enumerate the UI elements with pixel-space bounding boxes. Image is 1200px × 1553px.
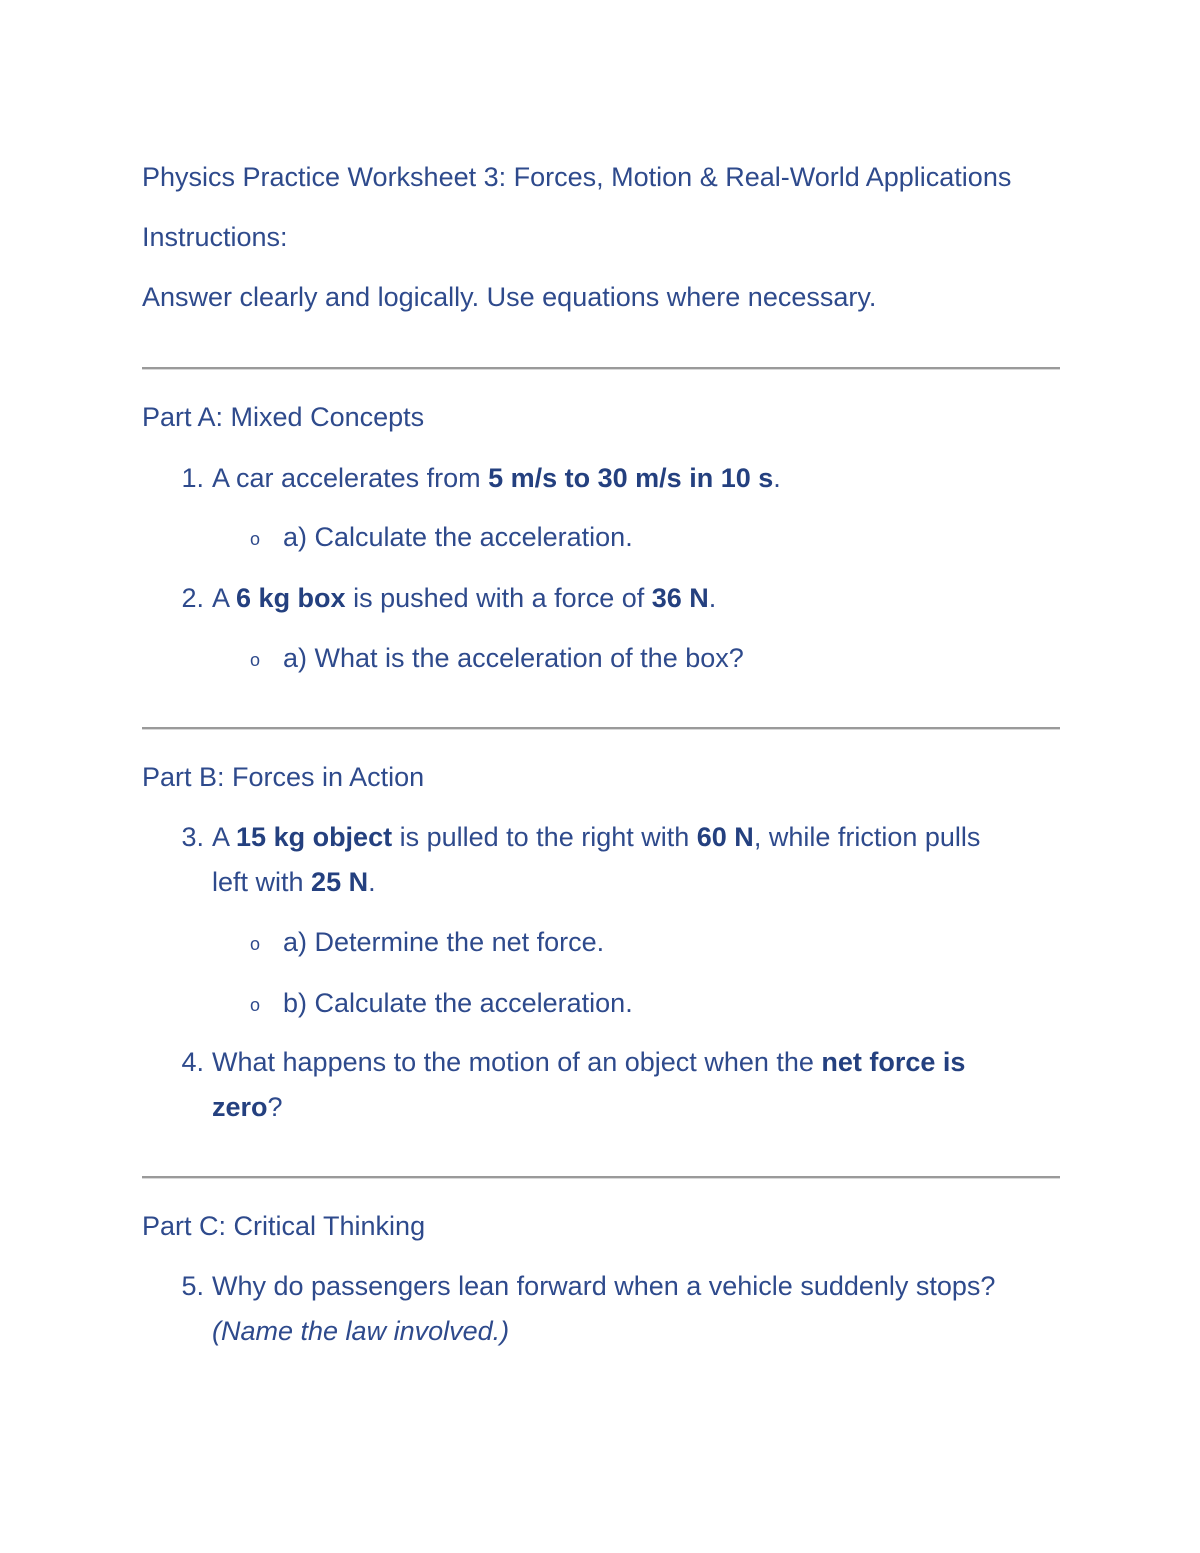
instructions-heading: Instructions:	[142, 222, 288, 252]
text-run: A	[212, 583, 237, 613]
text-run: A	[212, 822, 237, 852]
question-number: 4.	[181, 1047, 204, 1077]
section-divider	[142, 727, 1060, 729]
question-text	[212, 461, 781, 495]
subquestion-text: b) Calculate the acceleration.	[283, 988, 633, 1018]
text-run: , while friction pulls	[753, 822, 981, 852]
question-note: (Name the law involved.)	[212, 1316, 510, 1346]
bold-value: 15 kg object	[236, 822, 393, 852]
bold-value: 60 N	[696, 822, 754, 852]
question-number: 1.	[181, 463, 204, 493]
text-run: left with	[212, 867, 312, 897]
page-title: Physics Practice Worksheet 3: Forces, Motion & Real-World Applications	[142, 162, 1012, 192]
bold-value: 6 kg box	[236, 583, 346, 613]
question-number: 2.	[181, 583, 204, 613]
part-b-heading: Part B: Forces in Action	[142, 762, 425, 792]
question-text-continued	[212, 1090, 283, 1124]
text-run: .	[368, 867, 376, 897]
question-text	[212, 581, 716, 615]
question-text: Why do passengers lean forward when a vehicle suddenly stops?	[212, 1271, 996, 1301]
text-run: is pulled to the right with	[392, 822, 697, 852]
bullet-icon: o	[250, 529, 261, 549]
question-number: 3.	[181, 822, 204, 852]
text-run: is pushed with a force of	[345, 583, 652, 613]
bullet-icon: o	[250, 995, 261, 1015]
bold-value: 5 m/s to 30 m/s in 10 s	[488, 463, 774, 493]
part-c-heading: Part C: Critical Thinking	[142, 1211, 426, 1241]
subquestion-text: a) Determine the net force.	[283, 927, 605, 957]
text-run: What happens to the motion of an object when the	[212, 1047, 822, 1077]
bold-value: zero	[212, 1092, 268, 1122]
section-divider	[142, 1176, 1060, 1178]
text-run: ?	[267, 1092, 283, 1122]
bullet-icon: o	[250, 934, 261, 954]
subquestion-text: a) What is the acceleration of the box?	[283, 643, 744, 673]
question-text	[212, 820, 980, 854]
bullet-icon: o	[250, 650, 261, 670]
question-text-continued	[212, 865, 376, 899]
subquestion-text: a) Calculate the acceleration.	[283, 522, 633, 552]
text-run: A car accelerates from	[212, 463, 489, 493]
part-a-heading: Part A: Mixed Concepts	[142, 402, 425, 432]
question-number: 5.	[181, 1271, 204, 1301]
question-text	[212, 1045, 965, 1079]
bold-value: net force is	[821, 1047, 966, 1077]
text-run: .	[708, 583, 717, 613]
bold-value: 25 N	[311, 867, 369, 897]
bold-value: 36 N	[651, 583, 709, 613]
instructions-text: Answer clearly and logically. Use equations where necessary.	[142, 282, 877, 312]
text-run: .	[773, 463, 781, 493]
section-divider	[142, 367, 1060, 369]
